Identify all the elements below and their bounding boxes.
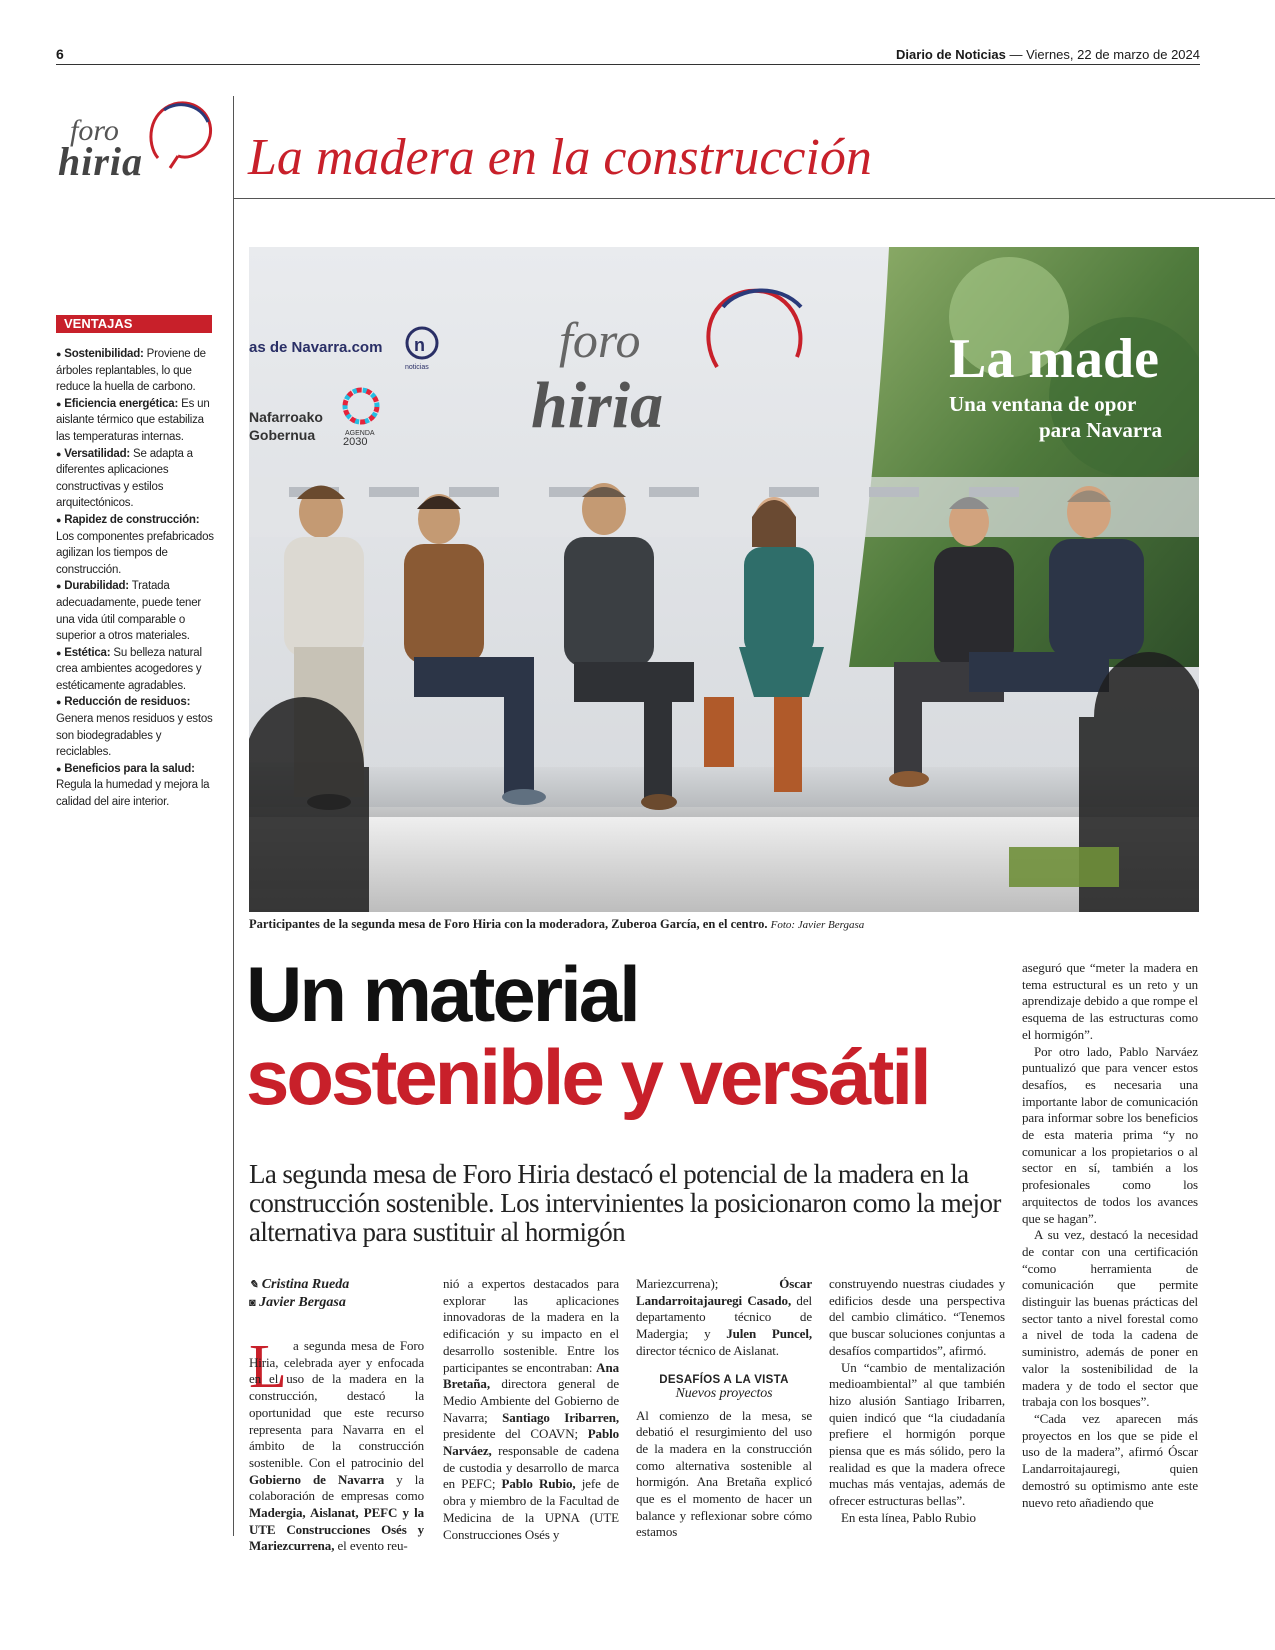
paragraph: Por otro lado, Pablo Narváez puntualizó que para vencer estos desafíos, es necesaria una importante labor de comunicación para informar sobre los beneficios de esta materia prima “y no comunicar a los propietarios o al sector en sí, también a los profesionales como los arquitectos de todos los avances que se hagan”. <box>1022 1043 1198 1226</box>
article-deck: La segunda mesa de Foro Hiria destacó el potencial de la madera en la construcción sostenible. Los intervinientes la posicionaron como la mejor alternativa para sustituir al hormigón <box>249 1159 1001 1247</box>
headline-line1: Un material <box>246 950 638 1038</box>
item-text: Se adapta a diferentes aplicaciones constructivas y estilos arquitectónicos. <box>56 447 193 510</box>
backdrop-gov-line1: Nafarroako <box>249 409 323 425</box>
person-name: Santiago Iribarren, <box>502 1409 619 1425</box>
photo-credit: Foto: Javier Bergasa <box>770 919 865 931</box>
bullet-icon: ● <box>56 349 62 359</box>
person-name: Julen Puncel, <box>726 1326 812 1342</box>
paragraph: Un “cambio de mentalización medioambiental” al que también hizo alusión Santiago Iribarren, quien indicó que “la ciudadanía prefiere el hormigón porque piensa que es más sólido, pero la realidad es que la madera ofrece muchas más ventajas, además de ofrecer estructuras bellas”. <box>829 1359 1005 1509</box>
backdrop-subtitle-line1: Una ventana de opor <box>949 392 1137 416</box>
text-run: y la colaboración de empresas como <box>249 1471 424 1504</box>
paragraph: A su vez, destacó la necesidad de contar con una certificación “como herramienta de comunicación que permite distinguir las buenas prácticas del sector tanto a nivel forestal como a nivel de toda la cadena de suministro, además de poner en valor la sostenibilidad de la madera y de todo el sector que trabaja con los bosques”. <box>1022 1227 1198 1410</box>
item-text: Genera menos residuos y estos son biodegradables y reciclables. <box>56 713 213 759</box>
subhead-deck: Nuevos proyectos <box>675 1385 773 1401</box>
list-item <box>56 512 214 578</box>
bullet-icon: ● <box>56 581 62 592</box>
backdrop-site-text: as de Navarra.com <box>249 339 383 356</box>
logo-hiria-text: hiria <box>58 139 144 184</box>
paragraph: construyendo nuestras ciudades y edificios desde una perspectiva del cambio climático. “Tenemos que buscar soluciones conjuntas a desafíos compartidos”, afirmó. <box>829 1276 1005 1358</box>
item-term: Rapidez de construcción: <box>64 513 200 526</box>
body-column-1 <box>249 1333 424 1555</box>
caption-text: Participantes de la segunda mesa de Foro Hiria con la moderadora, Zuberoa García, en el centro. <box>249 917 771 931</box>
item-term: Eficiencia energética: <box>64 397 179 410</box>
list-item <box>56 396 214 446</box>
byline <box>249 1276 349 1312</box>
list-item <box>56 645 214 695</box>
header-rule <box>56 64 1200 65</box>
list-item <box>56 694 214 760</box>
body-column-3 <box>636 1276 812 1541</box>
body-column-4 <box>829 1276 1005 1527</box>
person-name: Pablo Narváez, <box>443 1426 619 1459</box>
subhead: DESAFÍOS A LA VISTA <box>659 1373 789 1386</box>
item-term: Versatilidad: <box>64 447 131 460</box>
paragraph: En esta línea, Pablo Rubio <box>841 1509 976 1525</box>
speech-bubble-icon <box>144 96 216 176</box>
noticias-badge-icon: n <box>414 335 425 355</box>
list-item <box>56 578 214 644</box>
backdrop-foro-text: foro <box>559 312 641 368</box>
backdrop-title-text: La made <box>949 328 1159 390</box>
issue-date: — Viernes, 22 de marzo de 2024 <box>1005 47 1200 62</box>
advantages-list <box>56 346 214 811</box>
photo-caption <box>249 917 864 932</box>
bullet-icon: ● <box>56 514 62 525</box>
item-term: Estética: <box>64 646 111 659</box>
person-name: Ana Bretaña, <box>443 1359 619 1392</box>
item-term: Beneficios para la salud: <box>64 762 195 775</box>
person-name: Óscar Landarroitajauregi Casado, <box>636 1276 812 1308</box>
drop-cap: L <box>249 1333 287 1401</box>
bullet-icon: ● <box>56 697 62 708</box>
foro-hiria-logo <box>56 96 216 188</box>
item-text: Los componentes prefabricados agilizan los tiempos de construcción. <box>56 530 214 576</box>
text-run: a segunda mesa de Foro Hiria, celebrada ayer y enfocada en el uso de la madera en la construcción, destacó la oportunidad que este recurso representa para Navarra en el ámbito de la construcción sostenible. Con el patrocinio del <box>249 1338 424 1470</box>
headline-line2: sostenible y versátil <box>246 1033 929 1121</box>
panel-stage-illustration <box>249 247 1199 912</box>
item-text: Es un aislante térmico que estabiliza las temperaturas internas. <box>56 397 210 443</box>
vertical-rule <box>233 96 234 1536</box>
text-run: responsable de cadena de custodia y desarrollo de marca en PEFC; <box>443 1443 619 1492</box>
bullet-icon: ● <box>56 763 62 774</box>
item-text: Tratada adecuadamente, puede tener una vida útil comparable o superior a otros materiales. <box>56 580 202 643</box>
photographer-line <box>249 1294 349 1312</box>
text-run: del departamento técnico de Madergia; y <box>636 1292 813 1342</box>
camera-icon: ◙ <box>249 1297 256 1309</box>
logo-foro-text: foro <box>70 114 119 147</box>
backdrop-agenda-year: 2030 <box>343 436 368 448</box>
bullet-icon: ● <box>56 647 62 658</box>
author-line <box>249 1276 349 1294</box>
item-term: Sostenibilidad: <box>64 348 144 360</box>
list-item <box>56 761 214 811</box>
backdrop-gov-line2: Gobernua <box>249 427 316 443</box>
item-term: Reducción de residuos: <box>64 696 191 709</box>
text-run: director técnico de Aislanat. <box>636 1342 779 1358</box>
event-photo <box>249 247 1199 912</box>
text-run: el evento reu- <box>334 1538 408 1554</box>
paragraph: aseguró que “meter la madera en tema estructural es un reto y un aprendizaje debido a que rompe el esquema de las estructuras como el hormigón”. <box>1022 960 1198 1042</box>
backdrop-noticias-text: noticias <box>405 364 429 371</box>
running-head <box>896 47 1200 62</box>
text-run: jefe de obra y miembro de la Facultad de Medicina de la UPNA (UTE Construcciones Osés y <box>443 1476 619 1542</box>
item-term: Durabilidad: <box>64 580 129 593</box>
text-run: nió a expertos destacados para explorar las aplicaciones innovadoras de la madera en la edificación y su impacto en el desarrollo sostenible. Entre los participantes se encontraban: <box>443 1276 619 1375</box>
publication-name: Diario de Noticias <box>896 47 1006 62</box>
list-item <box>56 346 214 396</box>
text-run: presidente del COAVN; <box>443 1426 588 1442</box>
text-run: directora general de Medio Ambiente del Gobierno de Navarra; <box>443 1376 619 1425</box>
item-text: Regula la humedad y mejora la calidad del aire interior. <box>56 779 210 809</box>
sponsor-name: Gobierno de Navarra <box>249 1471 385 1487</box>
item-text: Su belleza natural crea ambientes acogedores y estéticamente agradables. <box>56 646 202 692</box>
bullet-icon: ● <box>56 398 62 409</box>
paragraph <box>636 1276 812 1360</box>
bullet-icon: ● <box>56 448 62 459</box>
photographer-name: Javier Bergasa <box>259 1295 346 1310</box>
page-number: 6 <box>56 46 64 62</box>
body-column-5 <box>1022 960 1198 1511</box>
paragraph: “Cada vez aparecen más proyectos en los que se pide el uso de la madera”, afirmó Óscar Landarroitajauregi, quien demostró su optimismo ante este nuevo reto añadiendo que <box>1022 1410 1198 1510</box>
paragraph <box>443 1276 619 1543</box>
backdrop-hiria-text: hiria <box>531 369 664 442</box>
paragraph: Al comienzo de la mesa, se debatió el resurgimiento del uso de la madera en la construcción como alternativa sostenible al hormigón. Ana Bretaña explicó que es el momento de hacer un balance y reflexionar sobre cómo estamos <box>636 1407 812 1540</box>
list-item <box>56 446 214 512</box>
pencil-icon: ✎ <box>249 1279 259 1291</box>
item-text: Proviene de árboles replantables, lo que reduce la huella de carbono. <box>56 348 206 394</box>
author-name: Cristina Rueda <box>261 1277 350 1292</box>
companies-names: Madergia, Aislanat, PEFC y la UTE Construcciones Osés y Mariezcurrena, <box>249 1505 424 1554</box>
body-column-2 <box>443 1276 619 1543</box>
person-name: Pablo Rubio, <box>501 1476 576 1492</box>
backdrop-subtitle-line2: para Navarra <box>1039 418 1163 442</box>
section-rule <box>233 198 1275 199</box>
section-title: La madera en la construcción <box>248 129 872 186</box>
paragraph <box>249 1333 424 1555</box>
text-run: Mariezcurrena); <box>636 1276 780 1291</box>
sidebar-label: VENTAJAS <box>56 315 212 333</box>
backdrop-agenda-text: AGENDA <box>345 430 375 437</box>
